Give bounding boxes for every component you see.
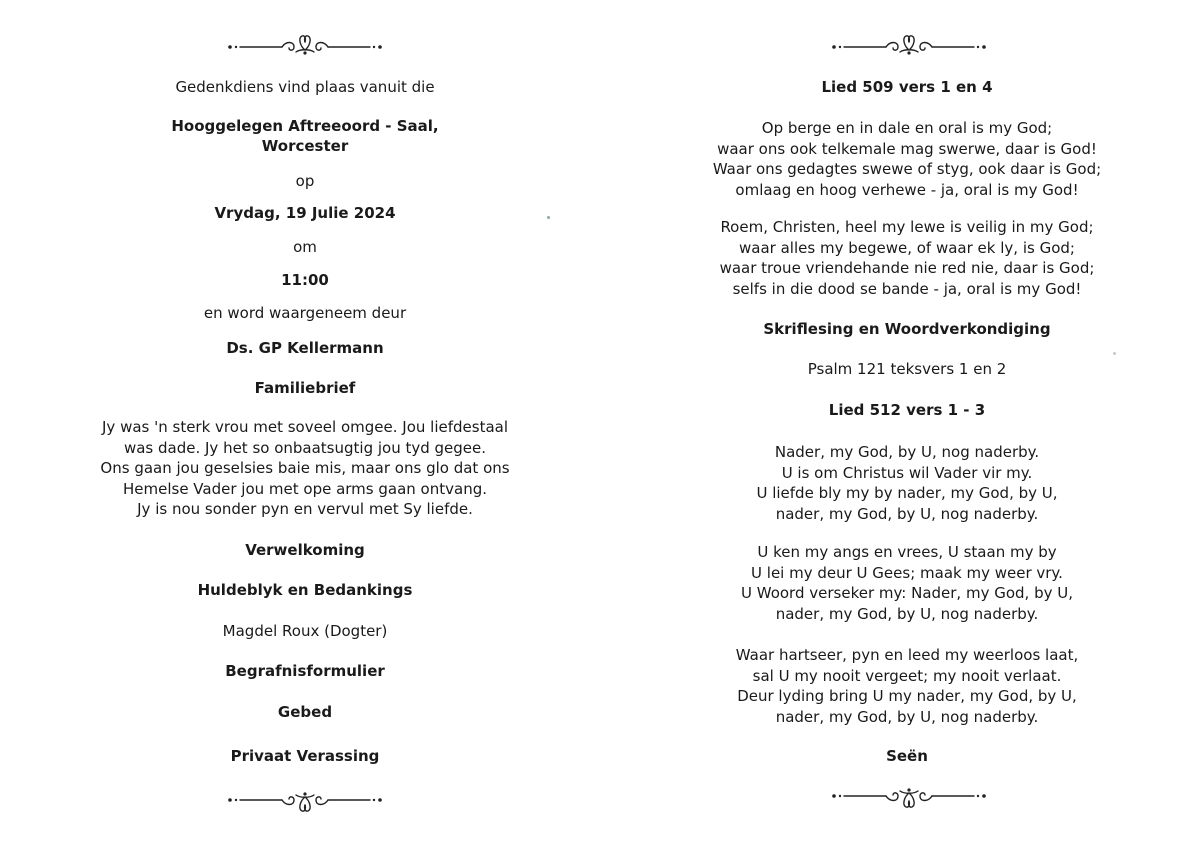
verse-line: nader, my God, by U, nog naderby. <box>775 707 1039 726</box>
venue-line-2: Worcester <box>261 137 349 155</box>
tribute-heading: Huldeblyk en Bedankings <box>197 581 413 599</box>
hymn2-verse-2 <box>607 542 1200 624</box>
family-letter <box>5 417 605 520</box>
scan-speck <box>1113 352 1116 355</box>
familiebrief-heading: Familiebrief <box>254 379 356 397</box>
welcome-heading: Verwelkoming <box>245 541 365 559</box>
verse-line: nader, my God, by U, nog naderby. <box>775 504 1039 523</box>
verse-line: U is om Christus wil Vader vir my. <box>781 463 1033 482</box>
hymn2-verse-1 <box>607 442 1200 524</box>
letter-line: Jy was 'n sterk vrou met soveel omgee. Jou liefdestaal <box>102 418 508 436</box>
verse-line: U Woord verseker my: Nader, my God, by U, <box>741 584 1073 602</box>
verse-line: U liefde bly my by nader, my God, by U, <box>756 484 1058 502</box>
verse-line: waar ons ook telkemale mag swerwe, daar is God! <box>717 139 1097 158</box>
op-text: op <box>295 172 315 190</box>
led-by-text: en word waargeneem deur <box>203 304 407 322</box>
letter-line: Ons gaan jou geselsies baie mis, maar ons glo dat ons <box>100 459 510 477</box>
blessing-heading: Seën <box>886 747 928 765</box>
letter-line: Hemelse Vader jou met ope arms gaan ontvang. <box>122 479 487 498</box>
verse-line: Deur lyding bring U my nader, my God, by U, <box>737 687 1077 705</box>
verse-line: Waar ons gedagtes swewe of styg, ook daar is God; <box>712 160 1102 178</box>
verse-line: waar troue vriendehande nie red nie, daar is God; <box>719 259 1095 277</box>
verse-line: omlaag en hoog verhewe - ja, oral is my God! <box>735 180 1079 199</box>
verse-line: sal U my nooit vergeet; my nooit verlaat. <box>752 666 1062 685</box>
verse-line: selfs in die dood se bande - ja, oral is my God! <box>732 279 1082 298</box>
intro-text: Gedenkdiens vind plaas vanuit die <box>175 78 435 96</box>
verse-line: Op berge en in dale en oral is my God; <box>761 119 1053 137</box>
verse-line: U lei my deur U Gees; maak my weer vry. <box>751 563 1063 582</box>
letter-line: was dade. Jy het so onbaatsugtig jou tyd gegee. <box>123 438 487 457</box>
hymn1-verse-2 <box>607 217 1200 299</box>
tribute-speaker: Magdel Roux (Dogter) <box>222 622 388 640</box>
scripture-reference: Psalm 121 teksvers 1 en 2 <box>807 360 1007 378</box>
prayer-heading: Gebed <box>277 703 333 721</box>
verse-line: U ken my angs en vrees, U staan my by <box>757 543 1057 561</box>
minister-name: Ds. GP Kellermann <box>226 339 384 357</box>
hymn2-verse-3 <box>607 645 1200 727</box>
om-text: om <box>293 238 317 256</box>
cremation-heading: Privaat Verassing <box>230 747 380 765</box>
verse-line: nader, my God, by U, nog naderby. <box>775 604 1039 623</box>
scripture-heading: Skriflesing en Woordverkondiging <box>763 320 1051 338</box>
scan-speck <box>547 216 550 219</box>
venue-line-1: Hooggelegen Aftreeoord - Saal, <box>171 117 439 135</box>
verse-line: Nader, my God, by U, nog naderby. <box>774 443 1040 461</box>
service-date: Vrydag, 19 Julie 2024 <box>214 204 396 222</box>
verse-line: Waar hartseer, pyn en leed my weerloos laat, <box>735 646 1079 664</box>
service-time: 11:00 <box>281 271 329 289</box>
flourish-divider-icon <box>220 32 390 58</box>
right-page <box>600 0 1200 849</box>
letter-line: Jy is nou sonder pyn en vervul met Sy liefde. <box>137 500 473 518</box>
hymn1-verse-1 <box>607 118 1200 200</box>
hymn1-heading: Lied 509 vers 1 en 4 <box>821 78 993 96</box>
flourish-divider-icon <box>824 32 994 58</box>
verse-line: Roem, Christen, heel my lewe is veilig in my God; <box>720 218 1094 236</box>
flourish-divider-icon <box>824 785 994 811</box>
hymn2-heading: Lied 512 vers 1 - 3 <box>828 401 986 419</box>
verse-line: waar alles my begewe, of waar ek ly, is God; <box>739 238 1075 257</box>
burial-form-heading: Begrafnisformulier <box>225 662 385 680</box>
flourish-divider-icon <box>220 789 390 815</box>
